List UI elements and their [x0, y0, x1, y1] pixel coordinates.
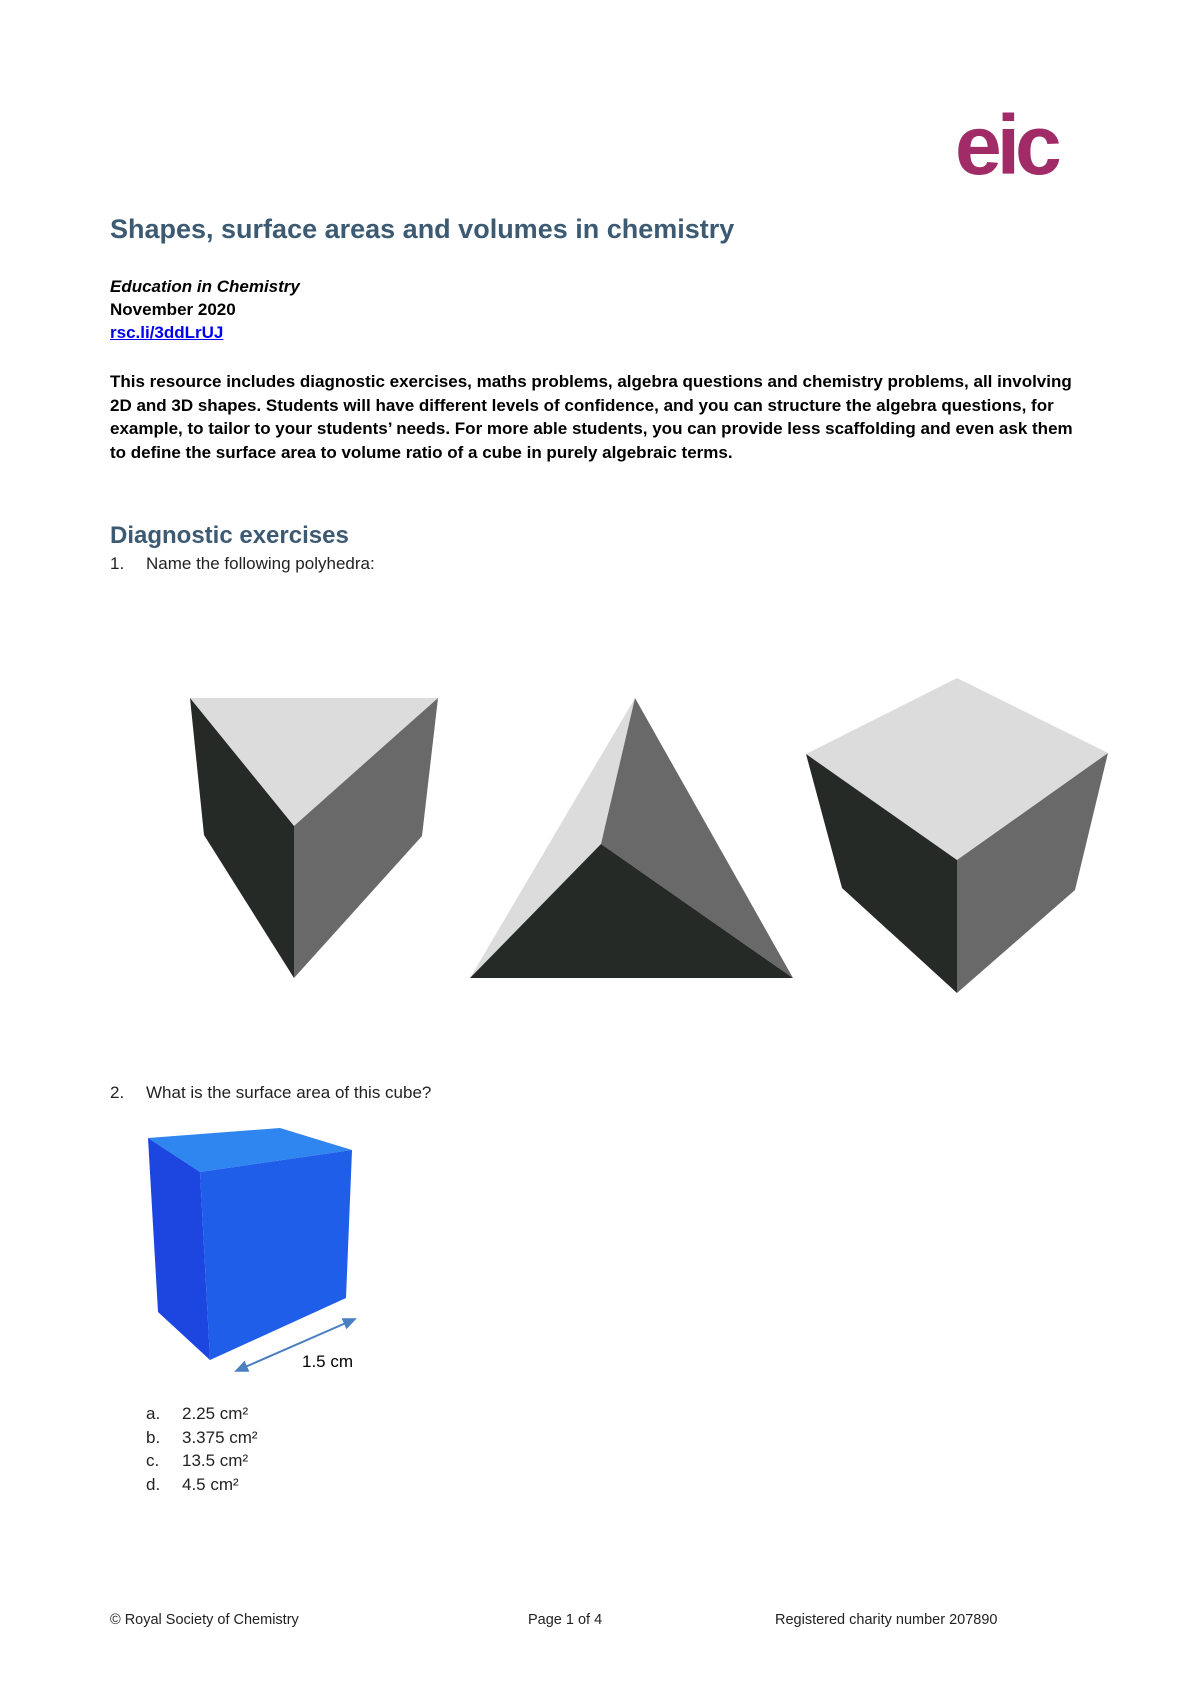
eic-logo: [955, 108, 1105, 188]
question-number: 2.: [110, 1083, 125, 1102]
blue-cube-illustration: [140, 1126, 400, 1376]
question-text: Name the following polyhedra:: [146, 554, 375, 573]
question-1: [110, 554, 710, 578]
page-title: Shapes, surface areas and volumes in chemistry: [110, 214, 735, 244]
eic-logo-text: eic: [955, 108, 1057, 188]
question-text: What is the surface area of this cube?: [146, 1083, 432, 1102]
option-value: 4.5 cm²: [182, 1474, 239, 1494]
tetrahedron-figure: [470, 698, 793, 978]
magazine-name: Education in Chemistry: [110, 277, 300, 296]
footer-page-number: Page 1 of 4: [528, 1612, 603, 1628]
option-value: 2.25 cm²: [182, 1404, 249, 1423]
cube-side-label: 1.5 cm: [302, 1352, 354, 1371]
short-link[interactable]: rsc.li/3ddLrUJ: [110, 323, 224, 342]
option-label: c.: [146, 1451, 160, 1470]
footer-copyright: © Royal Society of Chemistry: [110, 1612, 299, 1628]
triangular-prism-figure: [190, 698, 438, 978]
option-label: b.: [146, 1427, 161, 1447]
cube-figure: [806, 678, 1108, 993]
question-2: [110, 1083, 710, 1107]
polyhedra-illustration: [170, 668, 1120, 998]
blue-cube-side-face: [200, 1150, 352, 1360]
publication-date: November 2020: [110, 300, 236, 319]
question-number: 1.: [110, 554, 125, 573]
section-heading: Diagnostic exercises: [110, 522, 349, 549]
page-footer: [110, 1612, 1090, 1634]
option-value: 13.5 cm²: [182, 1451, 249, 1470]
option-label: a.: [146, 1404, 161, 1423]
option-value: 3.375 cm²: [182, 1427, 258, 1447]
footer-charity-number: Registered charity number 207890: [775, 1612, 998, 1628]
option-label: d.: [146, 1474, 161, 1494]
intro-paragraph: This resource includes diagnostic exercises, maths problems, algebra questions and chemistry problems, all involving 2D and 3D shapes. Students will have different levels of confidence, and you can structure the algebra questions, for example, to tailor to your students’ needs. For more able students, you can provide less scaffolding and even ask them to define the surface area to volume ratio of a cube in purely algebraic terms.: [110, 372, 1073, 462]
article-meta: [110, 275, 300, 344]
